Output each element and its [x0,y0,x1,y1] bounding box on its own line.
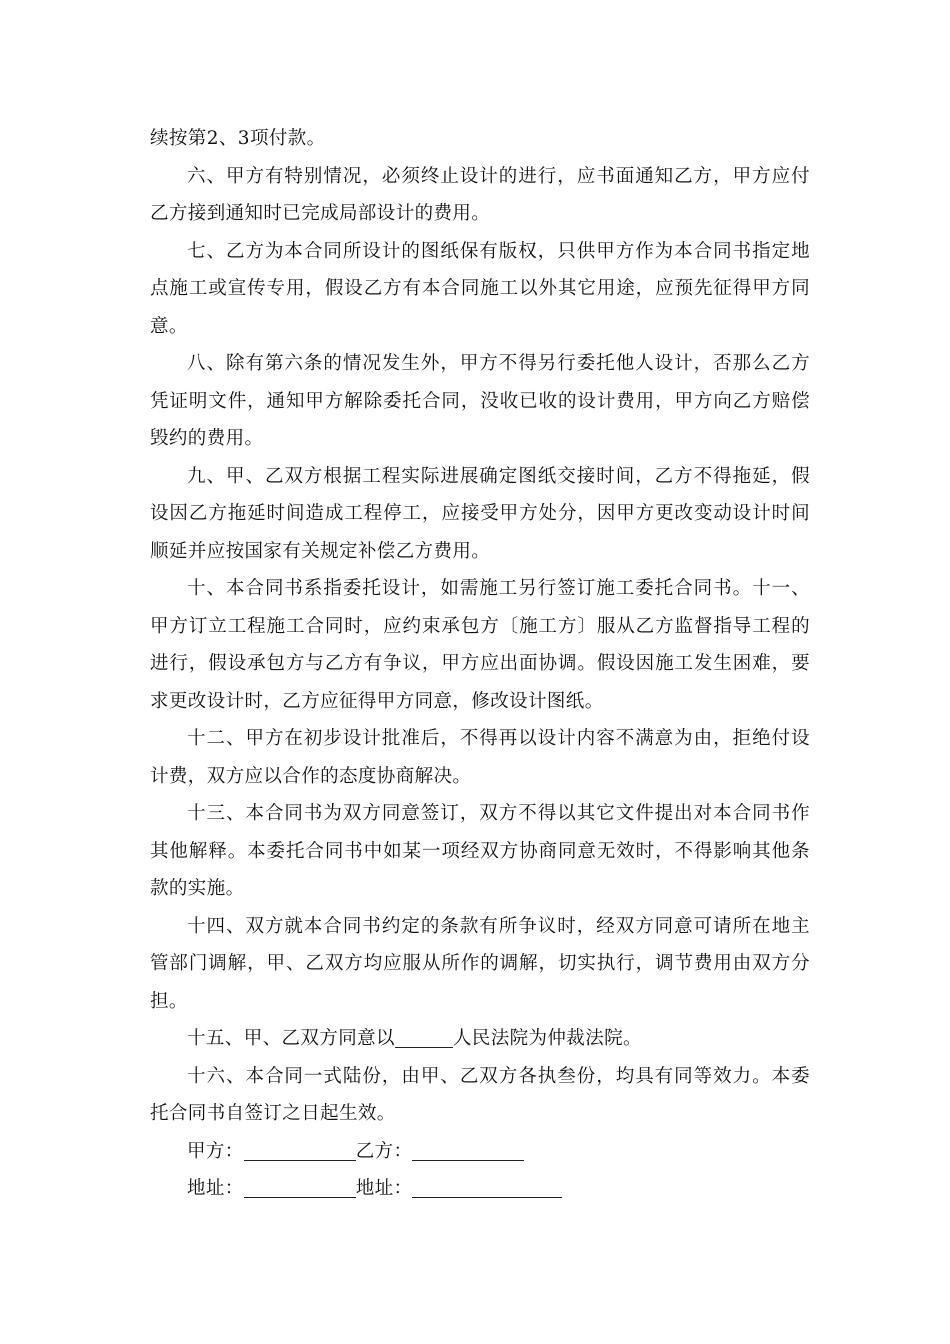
clause-12: 十二、甲方在初步设计批准后，不得再以设计内容不满意为由，拒绝付设计费，双方应以合作的态度协商解决。 [150,728,810,787]
party-b-blank[interactable] [412,1138,524,1161]
clause-14: 十四、双方就本合同书约定的条款有所争议时，经双方同意可请所在地主管部门调解，甲、乙双方均应服从所作的调解，切实执行，调节费用由双方分担。 [150,915,810,1012]
clause-7: 七、乙方为本合同所设计的图纸保有版权，只供甲方作为本合同书指定地点施工或宣传专用，假设乙方有本合同施工以外其它用途，应预先征得甲方同意。 [150,240,810,337]
clause-16: 十六、本合同一式陆份，由甲、乙双方各执叁份，均具有同等效力。本委托合同书自签订之日起生效。 [150,1065,810,1124]
paragraph-continuation: 续按第2、3项付款。 [150,128,326,149]
clause-15 [150,1020,810,1058]
clause-15-before: 十五、甲、乙双方同意以 [187,1028,395,1049]
clause-15-after: 人民法院为仲裁法院。 [452,1028,642,1049]
party-b-label: 乙方： [355,1140,413,1162]
clause-6: 六、甲方有特别情况，必须终止设计的进行，应书面通知乙方，甲方应付乙方接到通知时已完成局部设计的费用。 [150,165,810,224]
address-a-blank[interactable] [244,1175,356,1198]
signature-row-parties [150,1133,810,1171]
signature-row-addresses [150,1170,810,1208]
party-a-blank[interactable] [244,1138,356,1161]
address-a-label: 地址： [187,1178,244,1199]
clause-9: 九、甲、乙双方根据工程实际进展确定图纸交接时间，乙方不得拖延，假设因乙方拖延时间造成工程停工，应接受甲方处分，因甲方更改变动设计时间顺延并应按国家有关规定补偿乙方费用。 [150,465,810,562]
address-b-label: 地址： [355,1178,413,1199]
clause-10-11: 十、本合同书系指委托设计，如需施工另行签订施工委托合同书。十一、甲方订立工程施工合同时，应约束承包方〔施工方〕服从乙方监督指导工程的进行，假设承包方与乙方有争议，甲方应出面协调。假设因施工发生困难，要求更改设计时，乙方应征得甲方同意，修改设计图纸。 [150,578,810,712]
clause-13: 十三、本合同书为双方同意签订，双方不得以其它文件提出对本合同书作其他解释。本委托合同书中如某一项经双方协商同意无效时，不得影响其他条款的实施。 [150,803,810,899]
contract-page [150,120,810,1208]
court-name-blank[interactable] [395,1025,453,1048]
address-b-blank[interactable] [412,1175,562,1198]
party-a-label: 甲方： [187,1140,244,1162]
clause-8: 八、除有第六条的情况发生外，甲方不得另行委托他人设计，否那么乙方凭证明文件，通知甲方解除委托合同，没收已收的设计费用，甲方向乙方赔偿毁约的费用。 [150,353,810,449]
